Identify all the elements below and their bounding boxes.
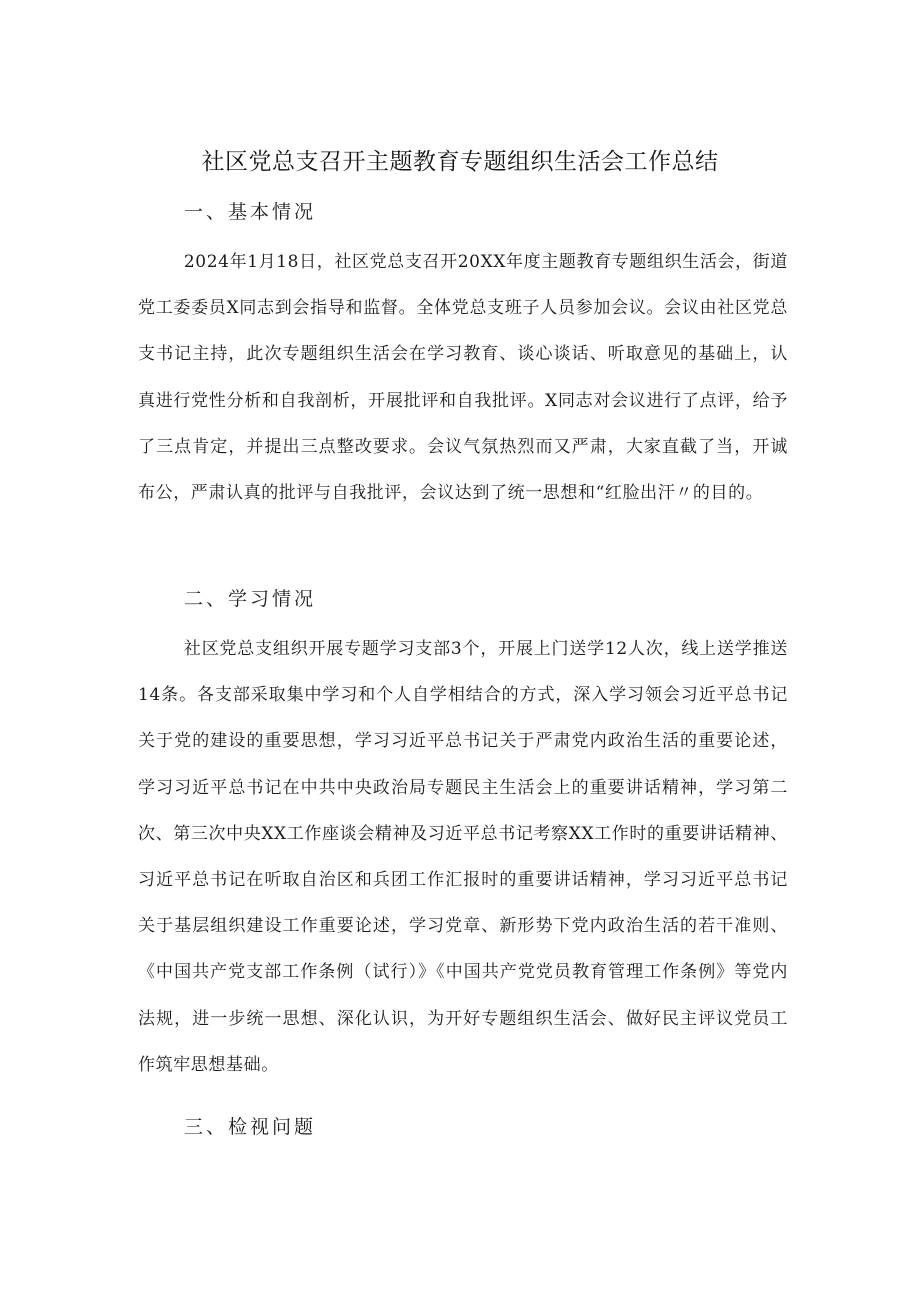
section-paragraph-basic-situation: 2024年1月18日，社区党总支召开20XX年度主题教育专题组织生活会，街道党工委委员X同志到会指导和监督。全体党总支班子人员参加会议。会议由社区党总支书记主持，此次专题组织生活会在学习教育、谈心谈话、听取意见的基础上，认真进行党性分析和自我剖析，开展批评和自我批评。X同志对会议进行了点评，给予了三点肯定，并提出三点整改要求。会议气氛热烈而又严肃，大家直截了当，开诚布公，严肃认真的批评与自我批评，会议达到了统一思想和“红脸出汗〃的目的。: [138, 252, 788, 504]
section-heading-study-situation: 二、学习情况: [184, 588, 317, 610]
section-heading-basic-situation: 一、基本情况: [184, 201, 317, 223]
document-title: 社区党总支召开主题教育专题组织生活会工作总结: [201, 149, 719, 175]
section-paragraph-study-situation: 社区党总支组织开展专题学习支部3个，开展上门送学12人次，线上送学推送14条。各支部采取集中学习和个人自学相结合的方式，深入学习领会习近平总书记关于党的建设的重要思想，学习习近平总书记关于严肃党内政治生活的重要论述，学习习近平总书记在中共中央政治局专题民主生活会上的重要讲话精神，学习第二次、第三次中央XX工作座谈会精神及习近平总书记考察XX工作时的重要讲话精神、习近平总书记在听取自治区和兵团工作汇报时的重要讲话精神，学习习近平总书记关于基层组织建设工作重要论述，学习党章、新形势下党内政治生活的若干准则、《中国共产党支部工作条例（试行）》《中国共产党党员教育管理工作条例》等党内法规，进一步统一思想、深化认识，为开好专题组织生活会、做好民主评议党员工作筑牢思想基础。: [138, 639, 788, 1075]
section-heading-problem-review: 三、检视问题: [184, 1116, 317, 1138]
